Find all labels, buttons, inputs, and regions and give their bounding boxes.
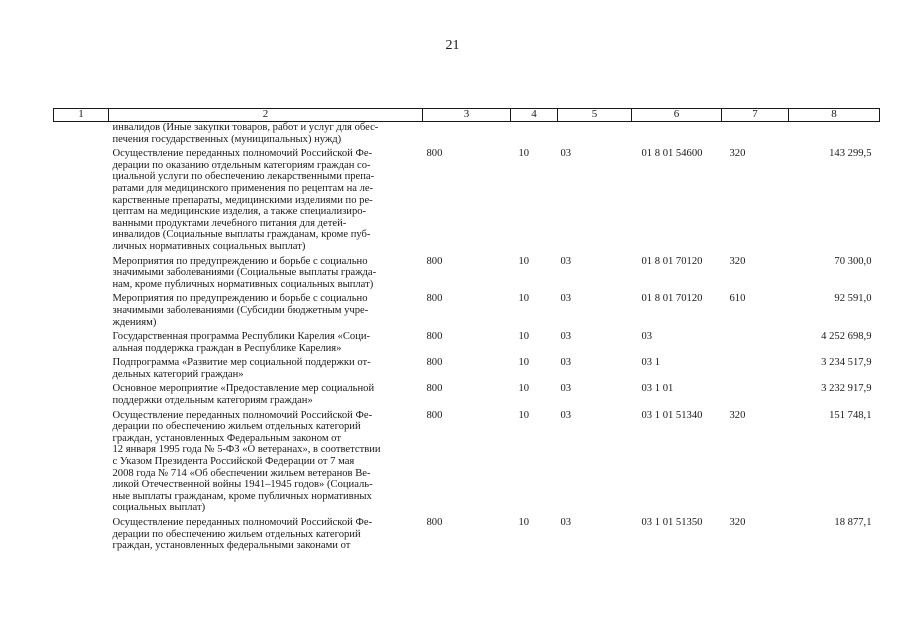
- amount: 70 300,0: [834, 255, 872, 267]
- target-article: 03 1 01 51340: [641, 409, 703, 421]
- header-col-2: 2: [109, 109, 423, 122]
- row-name-line: личных нормативных социальных выплат): [112, 240, 306, 252]
- subsection-code: 03: [560, 331, 572, 343]
- expense-type: [722, 383, 789, 409]
- header-row: [54, 109, 880, 122]
- subsection-code: 03: [560, 383, 572, 395]
- row-name-line: инвалидов (Социальные выплаты гражданам, кроме пуб-: [112, 229, 371, 241]
- row-name-line: альная поддержка граждан в Республике Карелия»: [112, 342, 342, 354]
- expense-type: [722, 122, 789, 149]
- table-header: [54, 109, 880, 122]
- section-code: 10: [518, 357, 530, 369]
- row-name: [54, 293, 423, 331]
- table-row: [54, 331, 880, 357]
- expense-type: [722, 331, 789, 357]
- target-article: 03 1 01: [641, 383, 674, 395]
- table-row: [54, 256, 880, 294]
- row-name-line: ратами для медицинского применения по рецептам на ле-: [112, 182, 374, 194]
- row-name-line: Основное мероприятие «Предоставление мер социальной: [112, 383, 375, 395]
- row-name-line: 12 января 1995 года № 5-ФЗ «О ветеранах», в соответствии: [112, 444, 381, 456]
- amount: [789, 122, 880, 149]
- row-name-line: 2008 года № 714 «Об обеспечении жильем ветеранов Ве-: [112, 467, 371, 479]
- row-name-line: ные выплаты гражданам, кроме публичных нормативных: [112, 490, 372, 502]
- row-name-line: Мероприятия по предупреждению и борьбе с социально: [112, 255, 368, 267]
- table-row: [54, 410, 880, 517]
- row-name: [54, 256, 423, 294]
- row-name: [54, 410, 423, 517]
- row-name-line: Мероприятия по предупреждению и борьбе с социально: [112, 293, 368, 305]
- row-name-line: дельных категорий граждан»: [112, 368, 244, 380]
- ministry-code: 800: [426, 409, 443, 421]
- row-name: [54, 148, 423, 255]
- row-name-line: Осуществление переданных полномочий Российской Фе-: [112, 409, 373, 421]
- row-name-line: инвалидов (Иные закупки товаров, работ и услуг для обес-: [112, 122, 379, 133]
- row-name-line: цептам на медицинские изделия, а также специализиро-: [112, 206, 367, 218]
- row-name-line: ждениям): [112, 316, 157, 328]
- row-name-line: значимыми заболеваниями (Социальные выплаты гражда-: [112, 267, 377, 279]
- table-row: [54, 383, 880, 409]
- section-code: 10: [518, 331, 530, 343]
- table-row: [54, 517, 880, 555]
- ministry-code: 800: [426, 331, 443, 343]
- subsection-code: 03: [560, 293, 572, 305]
- ministry-code: [423, 122, 511, 149]
- ministry-code: 800: [426, 357, 443, 369]
- row-name: [54, 357, 423, 383]
- header-col-7: 7: [722, 109, 789, 122]
- expense-type: 610: [729, 293, 746, 305]
- row-name-line: дерации по оказанию отдельным категориям граждан со-: [112, 159, 371, 171]
- row-name-line: значимыми заболеваниями (Субсидии бюджетным учре-: [112, 304, 369, 316]
- amount: 151 748,1: [829, 409, 872, 421]
- row-name-line: поддержки отдельным категориям граждан»: [112, 395, 313, 407]
- amount: 3 232 917,9: [821, 383, 872, 395]
- subsection-code: 03: [560, 148, 572, 160]
- table-row: [54, 357, 880, 383]
- amount: 143 299,5: [829, 148, 872, 160]
- header-col-6: 6: [632, 109, 722, 122]
- row-name-line: печения государственных (муниципальных) нужд): [112, 133, 342, 145]
- row-name-line: Осуществление переданных полномочий Российской Фе-: [112, 148, 373, 160]
- section-code: 10: [518, 148, 530, 160]
- target-article: 03 1: [641, 357, 661, 369]
- section-code: 10: [518, 517, 530, 528]
- row-name-line: граждан, установленных Федеральным законом от: [112, 432, 341, 444]
- subsection-code: 03: [560, 255, 572, 267]
- expense-type: 320: [729, 148, 746, 160]
- target-article: 03: [641, 331, 653, 343]
- expense-type: [722, 357, 789, 383]
- header-col-3: 3: [423, 109, 511, 122]
- row-name-line: ликой Отечественной войны 1941–1945 годов» (Социаль-: [112, 479, 373, 491]
- row-name-line: Государственная программа Республики Карелия «Соци-: [112, 331, 371, 343]
- ministry-code: 800: [426, 293, 443, 305]
- section-code: [511, 122, 558, 149]
- row-name-line: циальной услуги по обеспечению лекарственными препа-: [112, 171, 375, 183]
- ministry-code: 800: [426, 517, 443, 528]
- amount: 3 234 517,9: [821, 357, 872, 369]
- expense-type: 320: [729, 517, 746, 528]
- header-col-4: 4: [511, 109, 558, 122]
- row-name: [54, 517, 423, 555]
- amount: 18 877,1: [834, 517, 872, 528]
- row-name-line: дерации по обеспечению жильем отдельных категорий: [112, 528, 361, 540]
- header-col-5: 5: [558, 109, 632, 122]
- row-name-line: нам, кроме публичных нормативных социальных выплат): [112, 278, 374, 290]
- subsection-code: [558, 122, 632, 149]
- header-col-8: 8: [789, 109, 880, 122]
- subsection-code: 03: [560, 517, 572, 528]
- amount: 4 252 698,9: [821, 331, 872, 343]
- target-article: 01 8 01 70120: [641, 255, 703, 267]
- ministry-code: 800: [426, 255, 443, 267]
- subsection-code: 03: [560, 357, 572, 369]
- row-name: [54, 383, 423, 409]
- table-row: [54, 122, 880, 149]
- row-name-line: ванными продуктами лечебного питания для детей-: [112, 217, 347, 229]
- row-name-line: граждан, установленных федеральными законами от: [112, 540, 351, 552]
- section-code: 10: [518, 293, 530, 305]
- table-row: [54, 148, 880, 255]
- section-code: 10: [518, 255, 530, 267]
- page-number: 21: [445, 38, 460, 53]
- subsection-code: 03: [560, 409, 572, 421]
- expense-type: 320: [729, 255, 746, 267]
- ministry-code: 800: [426, 148, 443, 160]
- table-row: [54, 293, 880, 331]
- amount: 92 591,0: [834, 293, 872, 305]
- row-name-line: Осуществление переданных полномочий Российской Фе-: [112, 517, 373, 528]
- row-name-line: с Указом Президента Российской Федерации от 7 мая: [112, 456, 355, 468]
- row-name: [54, 122, 423, 149]
- expense-type: 320: [729, 409, 746, 421]
- section-code: 10: [518, 383, 530, 395]
- row-name-line: карственные препараты, медицинскими изделиями по ре-: [112, 194, 373, 206]
- target-article: 03 1 01 51350: [641, 517, 703, 528]
- section-code: 10: [518, 409, 530, 421]
- target-article: [632, 122, 722, 149]
- row-name-line: социальных выплат): [112, 502, 206, 514]
- row-name-line: Подпрограмма «Развитие мер социальной поддержки от-: [112, 357, 371, 369]
- row-name: [54, 331, 423, 357]
- row-name-line: дерации по обеспечению жильем отдельных категорий: [112, 421, 361, 433]
- table-body: [54, 122, 880, 555]
- budget-table: [53, 108, 880, 555]
- target-article: 01 8 01 54600: [641, 148, 703, 160]
- target-article: 01 8 01 70120: [641, 293, 703, 305]
- header-col-1: 1: [54, 109, 109, 122]
- ministry-code: 800: [426, 383, 443, 395]
